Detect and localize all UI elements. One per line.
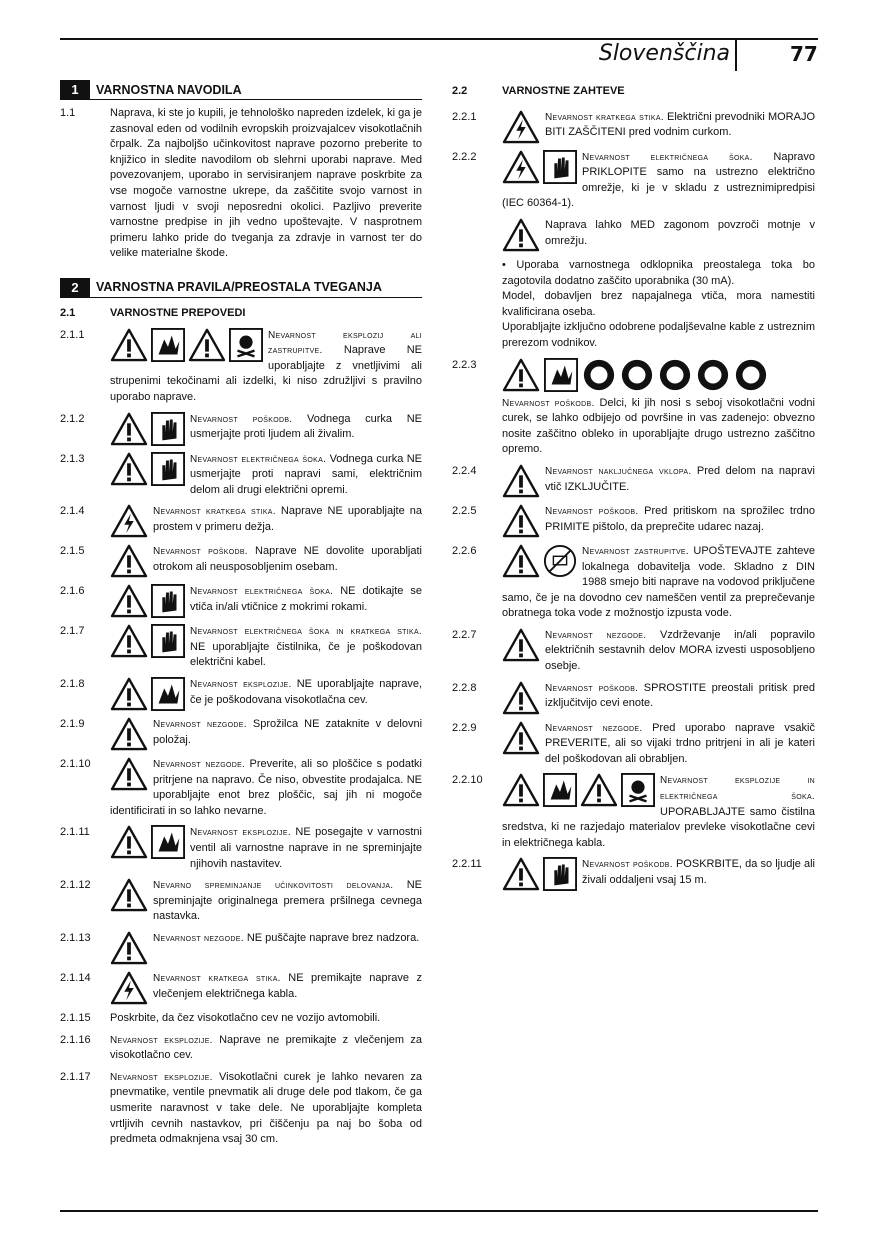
hazard-label: Nevarnost poškodb.	[582, 859, 673, 871]
item-text: NE premikajte naprave z vlečenjem električnega kabla.	[153, 972, 422, 1000]
hazard-label: Nevarnost nezgode.	[545, 629, 647, 641]
hazard-icons	[110, 584, 185, 618]
item-2-2-2	[452, 150, 815, 212]
item-number: 2.1.12	[60, 879, 91, 892]
toxic-icon	[229, 328, 263, 362]
subsection-number: 2.1	[60, 306, 76, 319]
item-text: Poskrbite, da čez visokotlačno cev ne vozijo avtomobili.	[110, 1012, 381, 1024]
item-number: 2.1.1	[60, 328, 85, 341]
item-2-1-1	[60, 328, 422, 406]
hazard-icons	[502, 721, 540, 755]
item-2-1-7	[60, 624, 422, 671]
subsection-number: 2.2	[452, 85, 468, 97]
warning-icon	[502, 504, 540, 538]
hazard-label: Nevarnost električnega šoka.	[582, 151, 753, 163]
page-number: 77	[790, 42, 818, 66]
warning-icon	[502, 358, 540, 392]
hazard-icons	[110, 677, 185, 711]
item-number: 2.1.9	[60, 718, 85, 731]
hazard-icons	[502, 504, 540, 538]
hazard-label: Nevarnost eksplozije.	[190, 827, 291, 839]
warning-icon	[110, 878, 148, 912]
item-2-1-5	[60, 544, 422, 578]
item-number: 2.2.7	[452, 628, 477, 641]
item-number: 2.1.15	[60, 1012, 91, 1024]
warning-icon	[110, 931, 148, 965]
para-plug: Model, dobavljen brez napajalnega vtiča, mora namestiti kvalificirana oseba.	[502, 290, 815, 318]
item-text: NE spreminjajte originalnega premera pršilnega cevnega nastavka.	[153, 879, 422, 923]
item-2-2-11	[452, 857, 815, 891]
hazard-icons	[110, 757, 148, 791]
warning-icon	[502, 544, 540, 578]
helmet-icon	[620, 358, 654, 392]
warning-icon	[502, 464, 540, 498]
hazard-icons	[110, 878, 148, 912]
electric-hand-icon	[151, 624, 185, 658]
item-text: Električni prevodniki MORAJO BITI ZAŠČITENI pred vodnim curkom.	[545, 110, 815, 139]
item-text: Naprava, ki ste jo kupili, je tehnološko napreden izdelek, ki ga je zasnoval eden od vodilnih evropskih proizvajalcev visokotlačnih črpalk. Za najboljšo učinkovitost naprave pozorno preberite to knjižico in sledite navodilom ob slehrni uporabi naprave. Med povezovanjem, uporabo in servisiranjem naprave poskrbite za vse mogoče varnostne ukrepe, da zaščitite svojo varnost in varnost ljudi v svoji neposredni okolici. Pazljivo preverite varnostne predpise in jih vedno upoštevajte. V nasprotnem primeru lahko pride do tveganja za zdravje in varnost ter do velike materialne škode.	[110, 107, 422, 260]
item-number: 2.1.2	[60, 412, 85, 425]
hazard-label: Nevarnost nezgode.	[153, 719, 247, 731]
hazard-icons	[110, 544, 148, 578]
item-2-2-8	[452, 681, 815, 715]
item-text: NE uporabljajte čistilnika, če je poškodovan električni kabel.	[190, 640, 422, 669]
hazard-label: Nevarnost poškodb.	[153, 546, 248, 558]
item-text: Naprava lahko MED zagonom povzroči motnje v omrežju.	[545, 218, 815, 247]
item-text: Naprave NE uporabljajte z vnetljivimi ali strupenimi tekočinami ali izdelki, ki niso združljivi s pravilno uporabo naprave.	[110, 344, 422, 403]
hazard-label: Nevarnost eksplozij ali zastrupitve.	[268, 329, 422, 357]
item-number: 2.1.7	[60, 625, 85, 638]
item-2-1-15	[60, 1011, 422, 1027]
item-text: Vodnega curka NE usmerjajte proti ljudem ali živalim.	[190, 412, 422, 441]
hazard-label: Nevarnost eksplozije.	[110, 1071, 213, 1083]
item-number: 2.2.6	[452, 544, 477, 557]
subsection-2-2	[452, 84, 815, 100]
item-number: 1.1	[60, 107, 76, 119]
warning-icon	[110, 584, 148, 618]
hazard-icons	[502, 464, 540, 498]
item-2-1-11	[60, 825, 422, 872]
subsection-title: VARNOSTNE ZAHTEVE	[502, 85, 625, 97]
protective-clothing-icon	[582, 358, 616, 392]
warning-icon	[110, 717, 148, 751]
hazard-icons	[110, 624, 185, 658]
item-2-2-4	[452, 464, 815, 498]
item-2-2-5	[452, 504, 815, 538]
item-text: Preverite, ali so ploščice s podatki pritrjene na napravo. Če niso, obvestite prodajalca. NE uporabljajte enot brez ploščic, saj jih ni mogoče identificirati in so lahko nevarne.	[110, 758, 423, 817]
water-jet-icon	[543, 857, 577, 891]
debris-icon	[544, 358, 578, 392]
item-2-1-14	[60, 971, 422, 1005]
item-2-1-10	[60, 757, 422, 819]
item-text: Pred delom na napravi vtič IZKLJUČITE.	[545, 464, 815, 493]
item-number	[452, 218, 502, 252]
item-number: 2.2.10	[452, 774, 483, 787]
item-2-1-12	[60, 878, 422, 925]
electric-hand-icon	[151, 584, 185, 618]
toxic-icon	[621, 773, 655, 807]
warning-icon	[110, 624, 148, 658]
item-text: NE uporabljajte naprave, če je poškodovana visokotlačna cev.	[190, 678, 423, 706]
explosion-icon	[151, 677, 185, 711]
item-number: 2.2.5	[452, 504, 477, 517]
explosion-icon	[543, 773, 577, 807]
footer-rule	[60, 1210, 818, 1212]
hazard-label: Nevarnost električnega šoka.	[190, 453, 327, 465]
item-number: 2.1.4	[60, 505, 85, 518]
warning-icon	[502, 721, 540, 755]
hazard-label: Nevarnost poškodb.	[545, 682, 639, 694]
warning-icon	[580, 773, 618, 807]
item-number: 2.1.11	[60, 826, 90, 839]
no-backflow-icon	[543, 544, 577, 578]
right-column	[452, 80, 815, 897]
section-1-heading	[60, 80, 422, 100]
header-rule	[60, 38, 818, 40]
item-text: Pred uporabo naprave vsakič PREVERITE, ali so vijaki trdno pritrjeni in ali je kateri del poškodovan ali obrabljen.	[545, 721, 815, 765]
hazard-icons	[110, 328, 263, 362]
electric-hand-icon	[543, 150, 577, 184]
item-text: Vzdrževanje in/ali popravilo električnih sestavnih delov MORA izvesti usposobljeno osebje.	[545, 628, 815, 673]
item-text: Vodnega curka NE usmerjajte proti napravi sami, električnim delom ali drugi električni opremi.	[190, 452, 422, 496]
warning-icon	[110, 825, 148, 859]
item-text: NE puščajte naprave brez nadzora.	[243, 932, 420, 944]
warning-icon	[110, 328, 148, 362]
warning-icon	[502, 773, 540, 807]
hazard-label: Nevarnost električnega šoka in kratkega stika.	[190, 626, 422, 638]
item-2-1-3	[60, 452, 422, 499]
ear-protection-icon	[658, 358, 692, 392]
item-number: 2.2.4	[452, 464, 477, 477]
left-column	[60, 80, 422, 1154]
electric-warning-icon	[502, 110, 540, 144]
section-number: 1	[60, 80, 90, 99]
hazard-icons	[502, 773, 655, 807]
item-text: UPORABLJAJTE samo čistilna sredstva, ki ne razjedajo materialov prevleke visokotlačne cevi in električnega kabla.	[502, 805, 815, 849]
item-text: Naprave NE dovolite uporabljati otrokom ali neusposobljenim osebam.	[153, 545, 422, 573]
item-2-2-2-note	[452, 218, 815, 252]
hazard-icons	[502, 857, 577, 891]
hazard-icons	[110, 504, 148, 538]
warning-icon	[188, 328, 226, 362]
item-text: Napravo PRIKLOPITE samo na ustrezno električno omrežje, ki je v skladu z ustreznimipredpisi (IEC 60364-1).	[502, 150, 815, 210]
item-number: 2.1.17	[60, 1070, 91, 1083]
item-2-1-4	[60, 504, 422, 538]
item-text: Delci, ki jih nosi s seboj visokotlačni vodni curek, se lahko odbijejo od površine in vas zadenejo: obvezno nosite zaščitno obleko in uporabljajte drugo ustrezno zaščitno opremo.	[502, 396, 815, 456]
warning-icon	[502, 857, 540, 891]
item-number: 2.1.5	[60, 545, 85, 558]
hazard-label: Nevarnost naključnega vklopa.	[545, 465, 692, 477]
hazard-label: Nevarnost nezgode.	[153, 933, 244, 944]
subsection-2-1	[60, 306, 422, 322]
item-2-2-3	[452, 358, 815, 458]
item-2-1-16	[60, 1033, 422, 1064]
item-2-1-17	[60, 1070, 422, 1148]
hazard-label: Nevarnost poškodb.	[190, 413, 293, 425]
warning-icon	[110, 677, 148, 711]
hazard-label: Nevarnost nezgode.	[153, 759, 246, 771]
ppe-icons	[502, 358, 815, 392]
item-number: 2.1.16	[60, 1033, 91, 1046]
gloves-icon	[696, 358, 730, 392]
hazard-icons	[110, 825, 185, 859]
item-number: 2.2.2	[452, 150, 477, 163]
item-text: Naprave NE uporabljajte na prostem v primeru dežja.	[153, 505, 423, 533]
water-jet-icon	[151, 412, 185, 446]
hazard-icons	[110, 971, 148, 1005]
electric-hand-icon	[151, 452, 185, 486]
warning-icon	[110, 412, 148, 446]
electric-warning-icon	[110, 504, 148, 538]
item-number: 2.2.11	[452, 858, 482, 871]
item-number: 2.2.8	[452, 681, 477, 694]
section-number: 2	[60, 278, 90, 297]
item-number: 2.2.3	[452, 358, 477, 371]
hazard-icons	[110, 717, 148, 751]
hazard-label: Nevarnost poškodb.	[545, 505, 639, 517]
warning-icon	[110, 452, 148, 486]
warning-icon	[502, 218, 540, 252]
item-text: Naprave ne premikajte z vlečenjem za visokotlačno cev.	[110, 1033, 423, 1062]
item-2-1-2	[60, 412, 422, 446]
item-number: 2.1.8	[60, 678, 85, 691]
item-text: SPROSTITE preostali pritisk pred izključitvijo cevi enote.	[545, 681, 815, 710]
hazard-icons	[502, 628, 540, 662]
warning-icon	[110, 544, 148, 578]
hazard-icons	[502, 218, 540, 252]
item-2-1-13	[60, 931, 422, 965]
subsection-title: VARNOSTNE PREPOVEDI	[110, 306, 246, 319]
warning-icon	[502, 628, 540, 662]
item-number: 2.1.6	[60, 585, 85, 598]
item-number: 2.2.9	[452, 721, 477, 734]
hazard-label: Nevarnost zastrupitve.	[582, 545, 689, 557]
item-2-2-1	[452, 110, 815, 144]
hazard-label: Nevarnost eksplozije.	[110, 1034, 213, 1046]
item-text: UPOŠTEVAJTE zahteve lokalnega dobavitelja vode. Skladno z DIN 1988 smejo biti naprave na vodovod priključene samo, če je na dovodno cev nameščen ventil za preprečevanje obratnega toka vode z možnostjo izpusta vode.	[502, 544, 815, 620]
hazard-icons	[110, 931, 148, 965]
section-title: VARNOSTNA NAVODILA	[96, 82, 242, 97]
item-number: 2.1.13	[60, 932, 91, 944]
section-title: VARNOSTNA PRAVILA/PREOSTALA TVEGANJA	[96, 280, 382, 295]
item-text: Visokotlačni curek je lahko nevaren za pnevmatike, ventile pnevmatik ali druge dele pod tlakom, če ga usmerite naravnost v take dele. Ne uporabljajte kompleta vrtljivih cevnih nastavkov, pri čiščenju pa naj bo šoba od predmeta odmaknjena vsaj 30 cm.	[110, 1070, 423, 1146]
electric-warning-icon	[110, 971, 148, 1005]
item-2-2-6	[452, 544, 815, 622]
item-text: NE dotikajte se vtiča in/ali vtičnice z mokrimi rokami.	[190, 585, 422, 613]
hazard-label: Nevarno spreminjanje učinkovitosti delovanja.	[153, 880, 394, 892]
hazard-label: Nevarnost kratkega stika.	[153, 506, 276, 518]
hazard-icons	[502, 110, 540, 144]
item-2-1-6	[60, 584, 422, 618]
hazard-icons	[502, 150, 577, 184]
hazard-label: Nevarnost eksplozije.	[190, 679, 292, 691]
item-2-1-9	[60, 717, 422, 751]
item-2-2-10	[452, 773, 815, 851]
hazard-label: Nevarnost eksplozije in električnega šoka.	[660, 775, 815, 803]
item-text: POSKRBITE, da so ljudje ali živali oddaljeni vsaj 15 m.	[582, 858, 815, 886]
hazard-label: Nevarnost nezgode.	[545, 722, 643, 734]
warning-icon	[502, 681, 540, 715]
hazard-label: Nevarnost kratkega stika.	[545, 111, 664, 123]
explosion-icon	[151, 825, 185, 859]
item-1-1	[60, 106, 422, 262]
hazard-icons	[502, 681, 540, 715]
item-text: NE posegajte v varnostni ventil ali varnostne naprave in ne spreminjajte njihovih nastavitev.	[190, 826, 422, 870]
item-2-2-9	[452, 721, 815, 768]
hazard-label: Nevarnost poškodb.	[502, 397, 595, 409]
electric-warning-icon	[502, 150, 540, 184]
item-number: 2.1.14	[60, 972, 91, 984]
para-extension: Uporabljajte izključno odobrene podaljševalne kable z ustreznim prerezom vodnikov.	[502, 321, 815, 349]
hazard-icons	[110, 412, 185, 446]
item-number: 2.2.1	[452, 110, 477, 123]
item-text: Sprožilca NE zataknite v delovni položaj.	[153, 718, 423, 746]
item-text: Pred pritiskom na sprožilec trdno PRIMITE pištolo, da preprečite udarec nazaj.	[545, 504, 815, 533]
header-divider	[735, 40, 737, 71]
item-2-1-8	[60, 677, 422, 711]
hazard-icons	[110, 452, 185, 486]
hazard-label: Nevarnost električnega šoka.	[190, 586, 334, 598]
hazard-icons	[502, 544, 577, 578]
goggles-icon	[734, 358, 768, 392]
hazard-label: Nevarnost kratkega stika.	[153, 973, 281, 984]
section-2-heading	[60, 278, 422, 298]
header-language: Slovenščina	[598, 41, 730, 66]
warning-icon	[110, 757, 148, 791]
bullet-rcd: • Uporaba varnostnega odklopnika preostalega toka bo zagotovila dodatno zaščito uporabnika (30 mA).	[502, 258, 815, 287]
item-number: 2.1.3	[60, 452, 85, 465]
item-number: 2.1.10	[60, 758, 91, 771]
item-2-2-7	[452, 628, 815, 675]
explosion-icon	[151, 328, 185, 362]
